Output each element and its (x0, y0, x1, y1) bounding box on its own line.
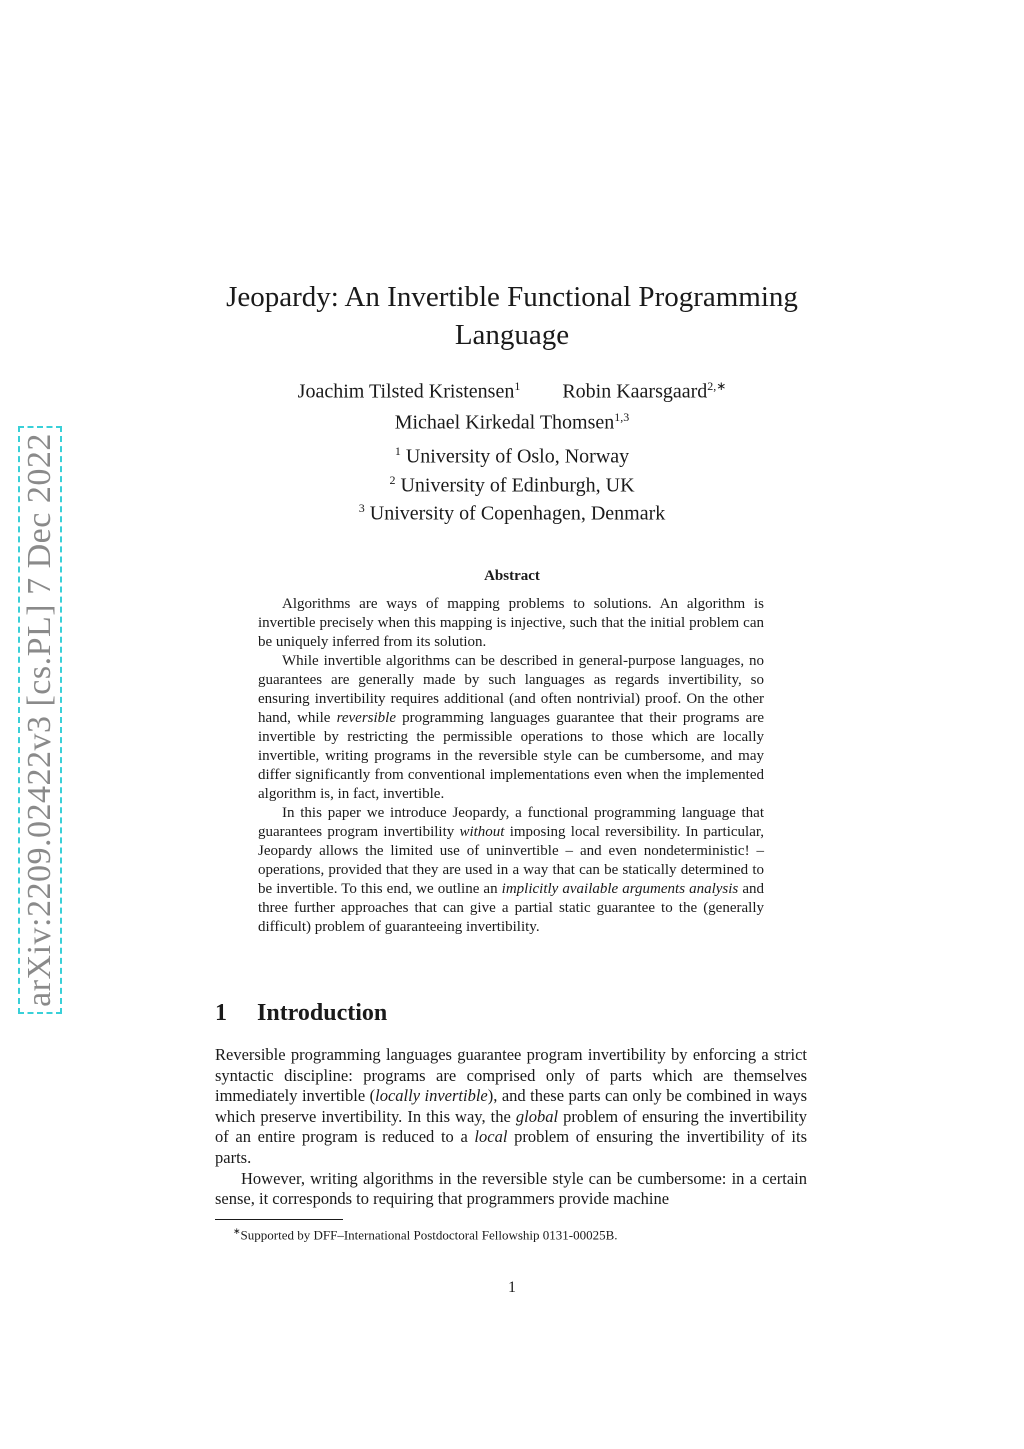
affiliation-item: $^1$ University of Oslo, Norway (394, 444, 630, 468)
body-paragraph: Reversible programming languages guarantee program invertibility by enforcing a strict syntactic discipline: programs are comprised only of parts which are themselves immediately invertible (locally invertible), and these parts can only be combined in ways which preserve invertibility. In this way, the global problem of ensuring the invertibility of an entire program is reduced to a local problem of ensuring the invertibility of its parts. (215, 1045, 807, 1167)
footnote (233, 1223, 813, 1243)
abstract-paragraph: Algorithms are ways of mapping problems to solutions. An algorithm is invertible precisely when this mapping is injective, such that the initial problem can be uniquely inferred from its solution. (258, 596, 764, 650)
abstract-paragraph: While invertible algorithms can be described in general-purpose languages, no guarantees are generally made by such languages as regards invertibility, so ensuring invertibility requires additional (and often nontrivial) proof. On the other hand, while reversible programming languages guarantee that their programs are invertible by restricting the permissible operations to those which are locally invertible, writing programs in the reversible style can be cumbersome, and may differ significantly from conventional implementations even when the implemented algorithm is, in fact, invertible. (258, 653, 764, 802)
arxiv-identifier: arXiv:2209.02422v3 [cs.PL] 7 Dec 2022 (21, 433, 58, 1007)
title-line-1: Jeopardy: An Invertible Functional Programming (226, 281, 798, 313)
affiliation-item: $^3$ University of Copenhagen, Denmark (358, 501, 666, 525)
footnote-mark: ∗ (233, 1226, 241, 1236)
page-number: 1 (508, 1279, 516, 1296)
author-affiliation-mark: 1,3 (614, 409, 630, 424)
affiliation-item: $^2$ University of Edinburgh, UK (389, 472, 635, 497)
body-paragraph: However, writing algorithms in the reversible style can be cumbersome: in a certain sense, it corresponds to requiring that programmers provide machine (215, 1168, 807, 1209)
introduction-body (215, 1045, 807, 1210)
footnote-text: Supported by DFF–International Postdoctoral Fellowship 0131-00025B. (240, 1227, 618, 1243)
abstract-heading: Abstract (484, 568, 540, 584)
author-affiliation-mark: 1 (514, 379, 521, 393)
author-name: Michael Kirkedal Thomsen (394, 411, 615, 434)
author-name: Joachim Tilsted Kristensen (297, 380, 515, 403)
section-heading (215, 1000, 815, 1027)
title-line-2: Language (454, 319, 570, 351)
author-list (160, 374, 864, 435)
abstract-body (258, 595, 764, 937)
section-title: Introduction (257, 1000, 388, 1026)
paper-title (160, 278, 864, 354)
author-name: Robin Kaarsgaard (562, 380, 708, 403)
affiliation-list (160, 440, 864, 526)
footnote-rule (215, 1219, 343, 1220)
author-affiliation-mark: 2,∗ (707, 379, 727, 393)
abstract-paragraph: In this paper we introduce Jeopardy, a functional programming language that guarantees program invertibility without imposing local reversibility. In particular, Jeopardy allows the limited use of uninvertible – and even nondeterministic! – operations, provided that they are used in a way that can be statically determined to be invertible. To this end, we outline an implicitly available arguments analysis and three further approaches that can give a partial static guarantee to the (generally difficult) problem of guaranteeing invertibility. (258, 805, 764, 935)
section-number: 1 (215, 1000, 227, 1026)
